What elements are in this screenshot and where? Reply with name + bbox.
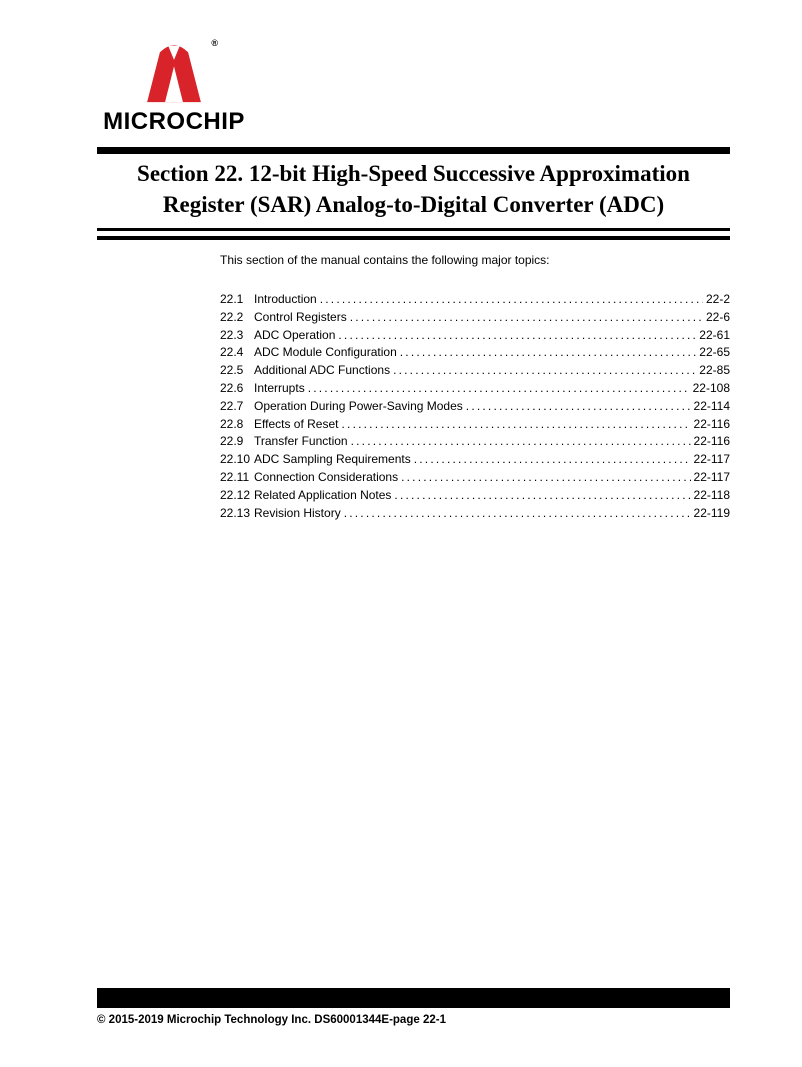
title-underline-rule [97,228,730,240]
toc-entry-label: ADC Module Configuration [254,345,397,360]
toc-entry-number: 22.2 [220,309,244,324]
toc-list [220,291,730,522]
toc-entry-number: 22.12 [220,487,251,502]
toc-entry-number: 22.8 [220,416,244,431]
toc-entry-page: 22-117 [693,452,730,467]
toc-leader-dots [320,291,703,309]
toc-leader-dots [342,416,691,434]
toc-entry[interactable] [220,291,730,309]
toc-entry-page: 22-85 [699,363,730,378]
toc-entry-number: 22.4 [220,345,244,360]
toc-entry[interactable] [220,344,730,362]
toc-entry[interactable] [220,487,730,505]
toc-leader-dots [394,487,690,505]
toc-entry[interactable] [220,451,730,469]
toc-entry-page: 22-116 [693,416,730,431]
header-rule [97,147,730,154]
toc-leader-dots [393,362,696,380]
toc-entry-page: 22-108 [692,380,730,395]
toc-entry[interactable] [220,416,730,434]
toc-entry-page: 22-65 [699,345,730,360]
toc-entry-page: 22-2 [705,292,730,306]
toc-entry[interactable] [220,433,730,451]
toc-entry-number: 22.5 [220,363,244,378]
toc-entry-number: 22.9 [220,434,244,449]
toc-entry-label: Introduction [254,292,317,306]
toc-entry[interactable] [220,327,730,345]
toc-entry-number: 22.11 [220,469,250,484]
toc-entry[interactable] [220,505,730,523]
toc-entry-label: Interrupts [254,380,305,395]
toc-entry-label: ADC Sampling Requirements [254,452,411,467]
toc-entry-number: 22.13 [220,505,251,520]
section-title [97,158,730,220]
toc-entry-number: 22.10 [220,452,251,467]
toc-entry-label: Effects of Reset [254,416,339,431]
toc-entry-number: 22.3 [220,327,244,342]
toc-leader-dots [400,344,697,362]
toc-entry-label: Control Registers [254,309,347,324]
toc-entry-page: 22-118 [693,487,730,502]
toc-entry-label: Transfer Function [254,434,348,449]
toc-entry-number: 22.6 [220,380,244,395]
toc-entry-page: 22-114 [693,398,730,413]
toc-entry-label: Additional ADC Functions [254,363,391,378]
toc-entry-page: 22-117 [693,469,730,484]
registered-trademark: ® [211,38,218,48]
toc-intro-text: This section of the manual contains the following major topics: [220,253,550,267]
toc-leader-dots [344,505,691,523]
toc-entry-label: Related Application Notes [254,487,392,502]
toc-entry-label: ADC Operation [254,327,336,342]
footer-copyright: © 2015-2019 Microchip Technology Inc. [97,1014,312,1026]
toc-entry-label: Revision History [254,505,341,520]
toc-leader-dots [338,327,696,345]
toc-entry-label: Operation During Power-Saving Modes [254,398,463,413]
section-title-line2: Register (SAR) Analog-to-Digital Converter (ADC) [162,192,665,217]
toc-entry-page: 22-116 [693,434,730,449]
toc-entry[interactable] [220,380,730,398]
toc-entry-label: Connection Considerations [254,469,399,484]
toc-entry[interactable] [220,309,730,327]
toc-leader-dots [466,398,691,416]
toc-entry-page: 22-6 [705,309,730,324]
toc-entry-number: 22.1 [220,292,244,306]
microchip-emblem-icon [142,38,218,106]
footer-doc-id: DS60001344E-page 22-1 [314,1014,446,1026]
toc-entry[interactable] [220,469,730,487]
page-footer [97,1014,446,1026]
toc-leader-dots [401,469,690,487]
toc-entry[interactable] [220,398,730,416]
toc-leader-dots [414,451,691,469]
section-title-line1: Section 22. 12-bit High-Speed Successive Approximation [137,161,690,186]
toc-leader-dots [351,433,691,451]
toc-leader-dots [350,309,703,327]
toc-entry-number: 22.7 [220,398,244,413]
toc-entry[interactable] [220,362,730,380]
footer-bar [97,988,730,1008]
toc-leader-dots [308,380,690,398]
microchip-logo [99,38,249,136]
logo-wordmark: MICROCHIP [103,108,245,135]
toc-entry-page: 22-119 [693,505,730,520]
toc-entry-page: 22-61 [699,327,730,342]
